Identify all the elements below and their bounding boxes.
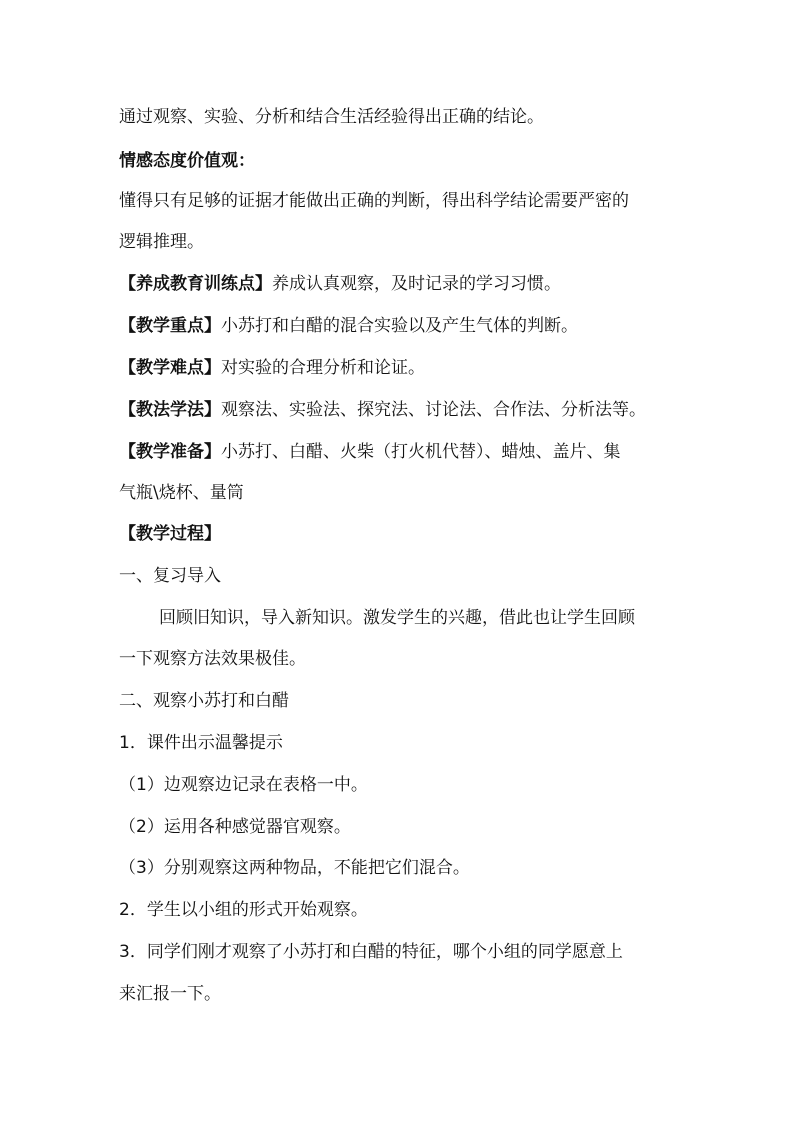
difficulty-label: 【教学难点】	[119, 358, 221, 378]
teaching-prep-line2: 气瓶\烧杯、量筒	[119, 483, 244, 503]
heading-attitude: 情感态度价值观：	[119, 151, 255, 171]
training-point	[119, 272, 561, 296]
list-item-3-line2: 来汇报一下。	[119, 984, 221, 1004]
difficulty-text: 对实验的合理分析和论证。	[221, 358, 425, 378]
sub-item-3: （3）分别观察这两种物品，不能把它们混合。	[119, 858, 470, 878]
heading-process: 【教学过程】	[119, 524, 221, 544]
keypoint-label: 【教学重点】	[119, 316, 221, 336]
teaching-keypoint	[119, 314, 578, 338]
list-item-1: 1．课件出示温馨提示	[119, 733, 283, 753]
sub-item-1: （1）边观察边记录在表格一中。	[119, 775, 368, 795]
paragraph-objectives: 通过观察、实验、分析和结合生活经验得出正确的结论。	[119, 107, 544, 127]
methods-text: 观察法、实验法、探究法、讨论法、合作法、分析法等。	[221, 400, 646, 420]
sub-item-2: （2）运用各种感觉器官观察。	[119, 817, 351, 837]
list-item-2: 2．学生以小组的形式开始观察。	[119, 900, 368, 920]
keypoint-text: 小苏打和白醋的混合实验以及产生气体的判断。	[221, 316, 578, 336]
paragraph-attitude-line2: 逻辑推理。	[119, 232, 204, 252]
prep-text: 小苏打、白醋、火柴（打火机代替）、蜡烛、盖片、集	[221, 442, 621, 462]
list-item-3-line1: 3．同学们刚才观察了小苏打和白醋的特征，哪个小组的同学愿意上	[119, 942, 623, 962]
methods-label: 【教法学法】	[119, 400, 221, 420]
review-paragraph-line1: 回顾旧知识，导入新知识。激发学生的兴趣，借此也让学生回顾	[159, 608, 635, 628]
training-point-label: 【养成教育训练点】	[119, 274, 272, 294]
teaching-methods	[119, 398, 646, 422]
section-review: 一、复习导入	[119, 566, 221, 586]
review-paragraph-line2: 一下观察方法效果极佳。	[119, 649, 306, 669]
prep-label: 【教学准备】	[119, 442, 221, 462]
paragraph-attitude-line1: 懂得只有足够的证据才能做出正确的判断，得出科学结论需要严密的	[119, 191, 629, 211]
section-observe: 二、观察小苏打和白醋	[119, 691, 289, 711]
teaching-difficulty	[119, 356, 425, 380]
teaching-prep	[119, 440, 621, 464]
training-point-text: 养成认真观察，及时记录的学习习惯。	[272, 274, 561, 294]
